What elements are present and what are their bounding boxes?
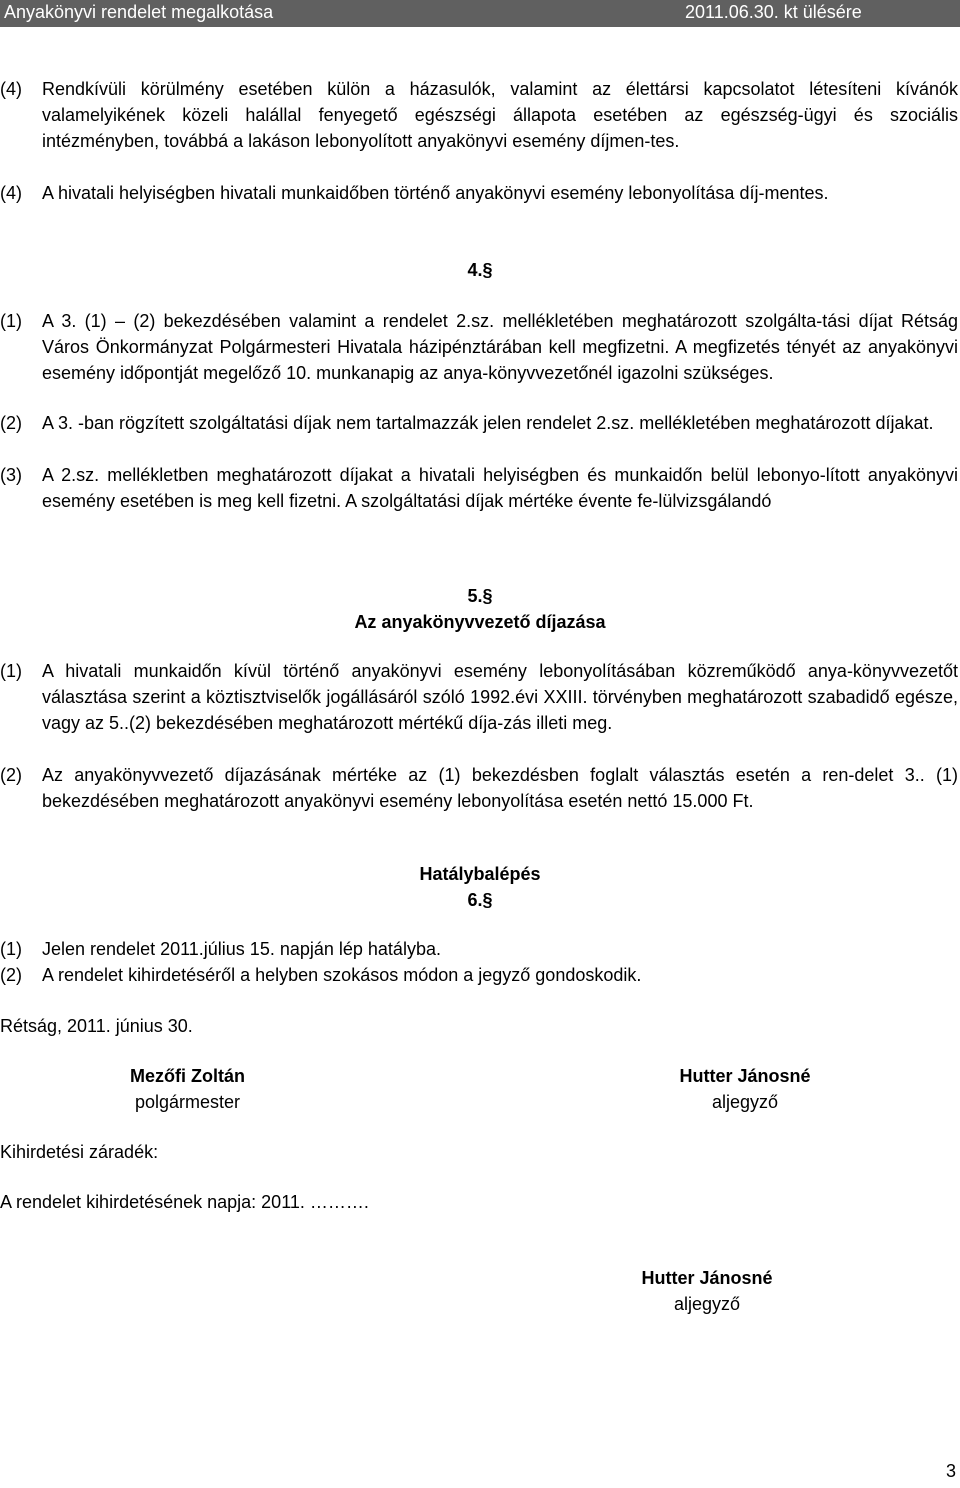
paragraph-number: (4) [0, 79, 22, 99]
paragraph-text: Rendkívüli körülmény esetében külön a házasulók, valamint az élettársi kapcsolatot létesíteni kívánók valamelyikének közeli halállal fenyegető egészségi állapota esetében az egészség-ügyi és szociális intézményben, továbbá a lakáson lebonyolított anyakönyvi esemény díjmen-tes. [42, 79, 958, 151]
paragraph-text: A hivatali helyiségben hivatali munkaidőben történő anyakönyvi esemény lebonyolítása díj-mentes. [42, 183, 829, 203]
paragraph-number: (1) [0, 661, 22, 681]
section-5-heading: 5.§ [467, 586, 493, 606]
section-sign: § [482, 890, 493, 910]
section-6-heading: 6.§ [467, 890, 493, 910]
paragraph-number: (3) [0, 465, 22, 485]
paragraph-number: (2) [0, 965, 22, 985]
mayor-title: polgármester [134, 1092, 241, 1112]
publication-date: A rendelet kihirdetésének napja: 2011. ………. [0, 1192, 369, 1212]
final-signer-name: Hutter Jánosné [641, 1268, 773, 1288]
notary-signature [650, 1063, 840, 1115]
section-5-title: Az anyakönyvvezető díjazása [354, 612, 606, 632]
publication-clause-label: Kihirdetési záradék: [0, 1142, 159, 1162]
header-title: Anyakönyvi rendelet megalkotása [4, 2, 274, 22]
paragraph-text: A rendelet kihirdetéséről a helyben szokásos módon a jegyző gondoskodik. [42, 965, 642, 985]
page-header [0, 0, 960, 27]
paragraph-5-2 [0, 762, 958, 814]
section-6-title: Hatálybalépés [419, 864, 541, 884]
paragraph-text: Jelen rendelet 2011.július 15. napján lép hatályba. [42, 939, 441, 959]
final-signature [612, 1265, 802, 1317]
paragraph-number: (2) [0, 413, 22, 433]
paragraph-number: (4) [0, 183, 22, 203]
notary-title: aljegyző [711, 1092, 779, 1112]
notary-name: Hutter Jánosné [679, 1066, 811, 1086]
paragraph-text: A 3. -ban rögzített szolgáltatási díjak nem tartalmazzák jelen rendelet 2.sz. mellékletében meghatározott díjakat. [42, 413, 934, 433]
paragraph-text: A 2.sz. mellékletben meghatározott díjakat a hivatali helyiségben és munkaidőn belül lebonyo-lított anyakönyvi esemény esetében is meg kell fizetni. A szolgáltatási díjak mértéke évente fe-lülvizsgálandó [42, 465, 958, 511]
paragraph-text: A 3. (1) – (2) bekezdésében valamint a rendelet 2.sz. mellékletében meghatározott szolgálta-tási díjat Rétság Város Önkormányzat Polgármesteri Hivatala házipénztárában kell megfizetni. A megfizetés tényét az anyakönyvi esemény időpontját megelőző 10. munkanapig az anya-könyvvezetőnél igazolni szükséges. [42, 311, 958, 383]
paragraph-6-2 [0, 962, 958, 988]
place-date: Rétság, 2011. június 30. [0, 1016, 193, 1036]
mayor-name: Mezőfi Zoltán [130, 1066, 245, 1086]
page-number: 3 [945, 1461, 956, 1481]
paragraph-5-1 [0, 658, 958, 736]
header-date: 2011.06.30. kt ülésére [685, 2, 862, 22]
paragraph-text: A hivatali munkaidőn kívül történő anyakönyvi esemény lebonyolításában közreműködő anya-könyvvezetőt választása szerint a köztisztviselők jogállásáról szóló 1992.évi XXIII. törvényben meghatározott szabadidő egésze, vagy az 5..(2) bekezdésében meghatározott mértékű díja-zás illeti meg. [42, 661, 958, 733]
mayor-signature [100, 1063, 275, 1115]
final-signer-title: aljegyző [673, 1294, 741, 1314]
paragraph-4-1 [0, 308, 958, 386]
paragraph-number: (1) [0, 939, 22, 959]
paragraph-text: Az anyakönyvvezető díjazásának mértéke az (1) bekezdésben foglalt választás esetén a ren-delet 3.. (1) bekezdésében meghatározott anyakönyvi esemény lebonyolítása esetén nettó 15.000 Ft. [42, 765, 958, 811]
paragraph-6-1 [0, 936, 958, 962]
section-4-heading: 4.§ [467, 260, 493, 280]
paragraph-4-3 [0, 462, 958, 514]
paragraph-4-2 [0, 410, 958, 436]
paragraph-3-4b [0, 180, 958, 206]
paragraph-3-4a [0, 76, 958, 154]
paragraph-number: (2) [0, 765, 22, 785]
section-sign: § [482, 586, 493, 606]
section-sign: § [482, 260, 493, 280]
paragraph-number: (1) [0, 311, 22, 331]
